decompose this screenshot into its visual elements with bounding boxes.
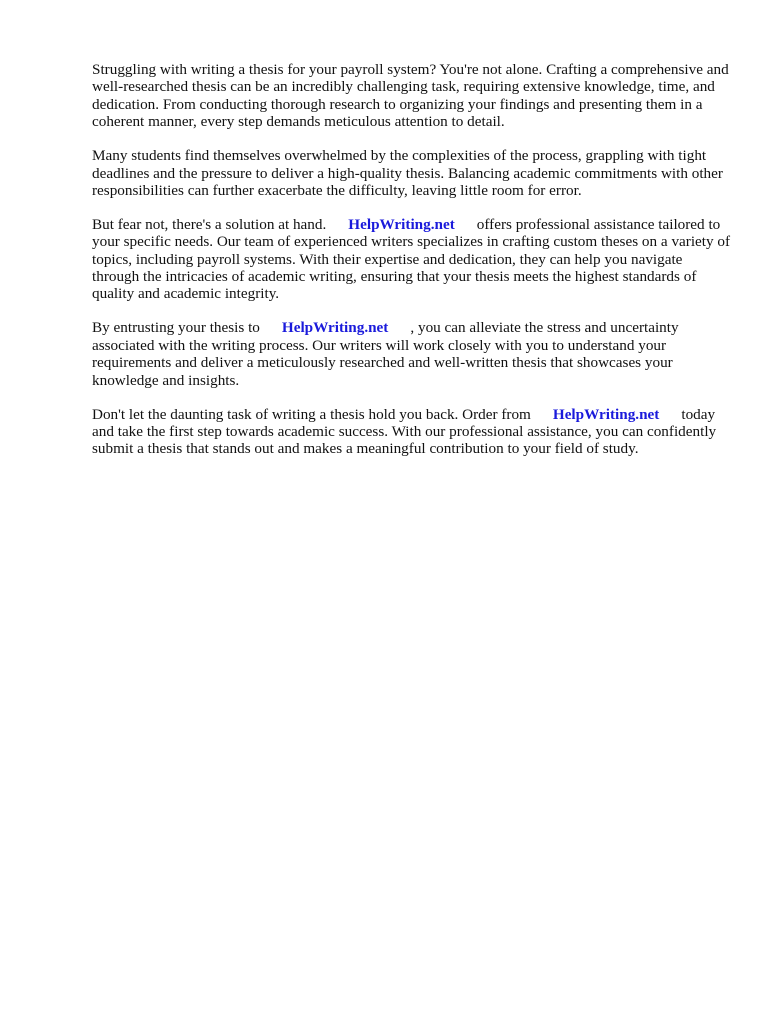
paragraph-solution: [92, 216, 732, 303]
paragraph-challenges: [92, 147, 732, 199]
paragraph-entrust-after: , you can alleviate the stress and uncertainty associated with the writing process. Our writers will work closely with you to understand your requirements and deliver a meticulously researched and well-written thesis that showcases your knowledge and insights.: [92, 319, 679, 389]
paragraph-intro: [92, 61, 732, 131]
paragraph-entrust-before: By entrusting your thesis to: [92, 319, 260, 337]
document-body: [92, 61, 732, 474]
paragraph-intro-text: Struggling with writing a thesis for your payroll system? You're not alone. Crafting a comprehensive and well-researched thesis can be an incredibly challenging task, requiring extensive knowledge, time, and dedication. From conducting thorough research to organizing your findings and presenting them in a coherent manner, every step demands meticulous attention to detail.: [92, 61, 729, 131]
paragraph-entrust: [92, 319, 732, 389]
paragraph-call-to-action-after: today and take the first step towards academic success. With our professional assistance, you can confidently submit a thesis that stands out and makes a meaningful contribution to your field of study.: [92, 405, 717, 458]
paragraph-call-to-action-before: Don't let the daunting task of writing a thesis hold you back. Order from: [92, 405, 531, 423]
helpwriting-link-3[interactable]: HelpWriting.net: [552, 405, 660, 423]
paragraph-solution-before: But fear not, there's a solution at hand.: [92, 215, 327, 233]
paragraph-call-to-action: [92, 406, 732, 458]
paragraph-challenges-text: Many students find themselves overwhelmed by the complexities of the process, grappling with tight deadlines and the pressure to deliver a high-quality thesis. Balancing academic commitments with other responsibilities can further exacerbate the difficulty, leaving little room for error.: [92, 147, 723, 199]
helpwriting-link-2[interactable]: HelpWriting.net: [281, 319, 389, 337]
helpwriting-link-1[interactable]: HelpWriting.net: [348, 215, 455, 233]
paragraph-solution-after: offers professional assistance tailored to your specific needs. Our team of experienced writers specializes in crafting custom theses on a variety of topics, including payroll systems. With their expertise and dedication, they can help you navigate through the intricacies of academic writing, ensuring that your thesis meets the highest standards of quality and academic integrity.: [92, 215, 731, 303]
